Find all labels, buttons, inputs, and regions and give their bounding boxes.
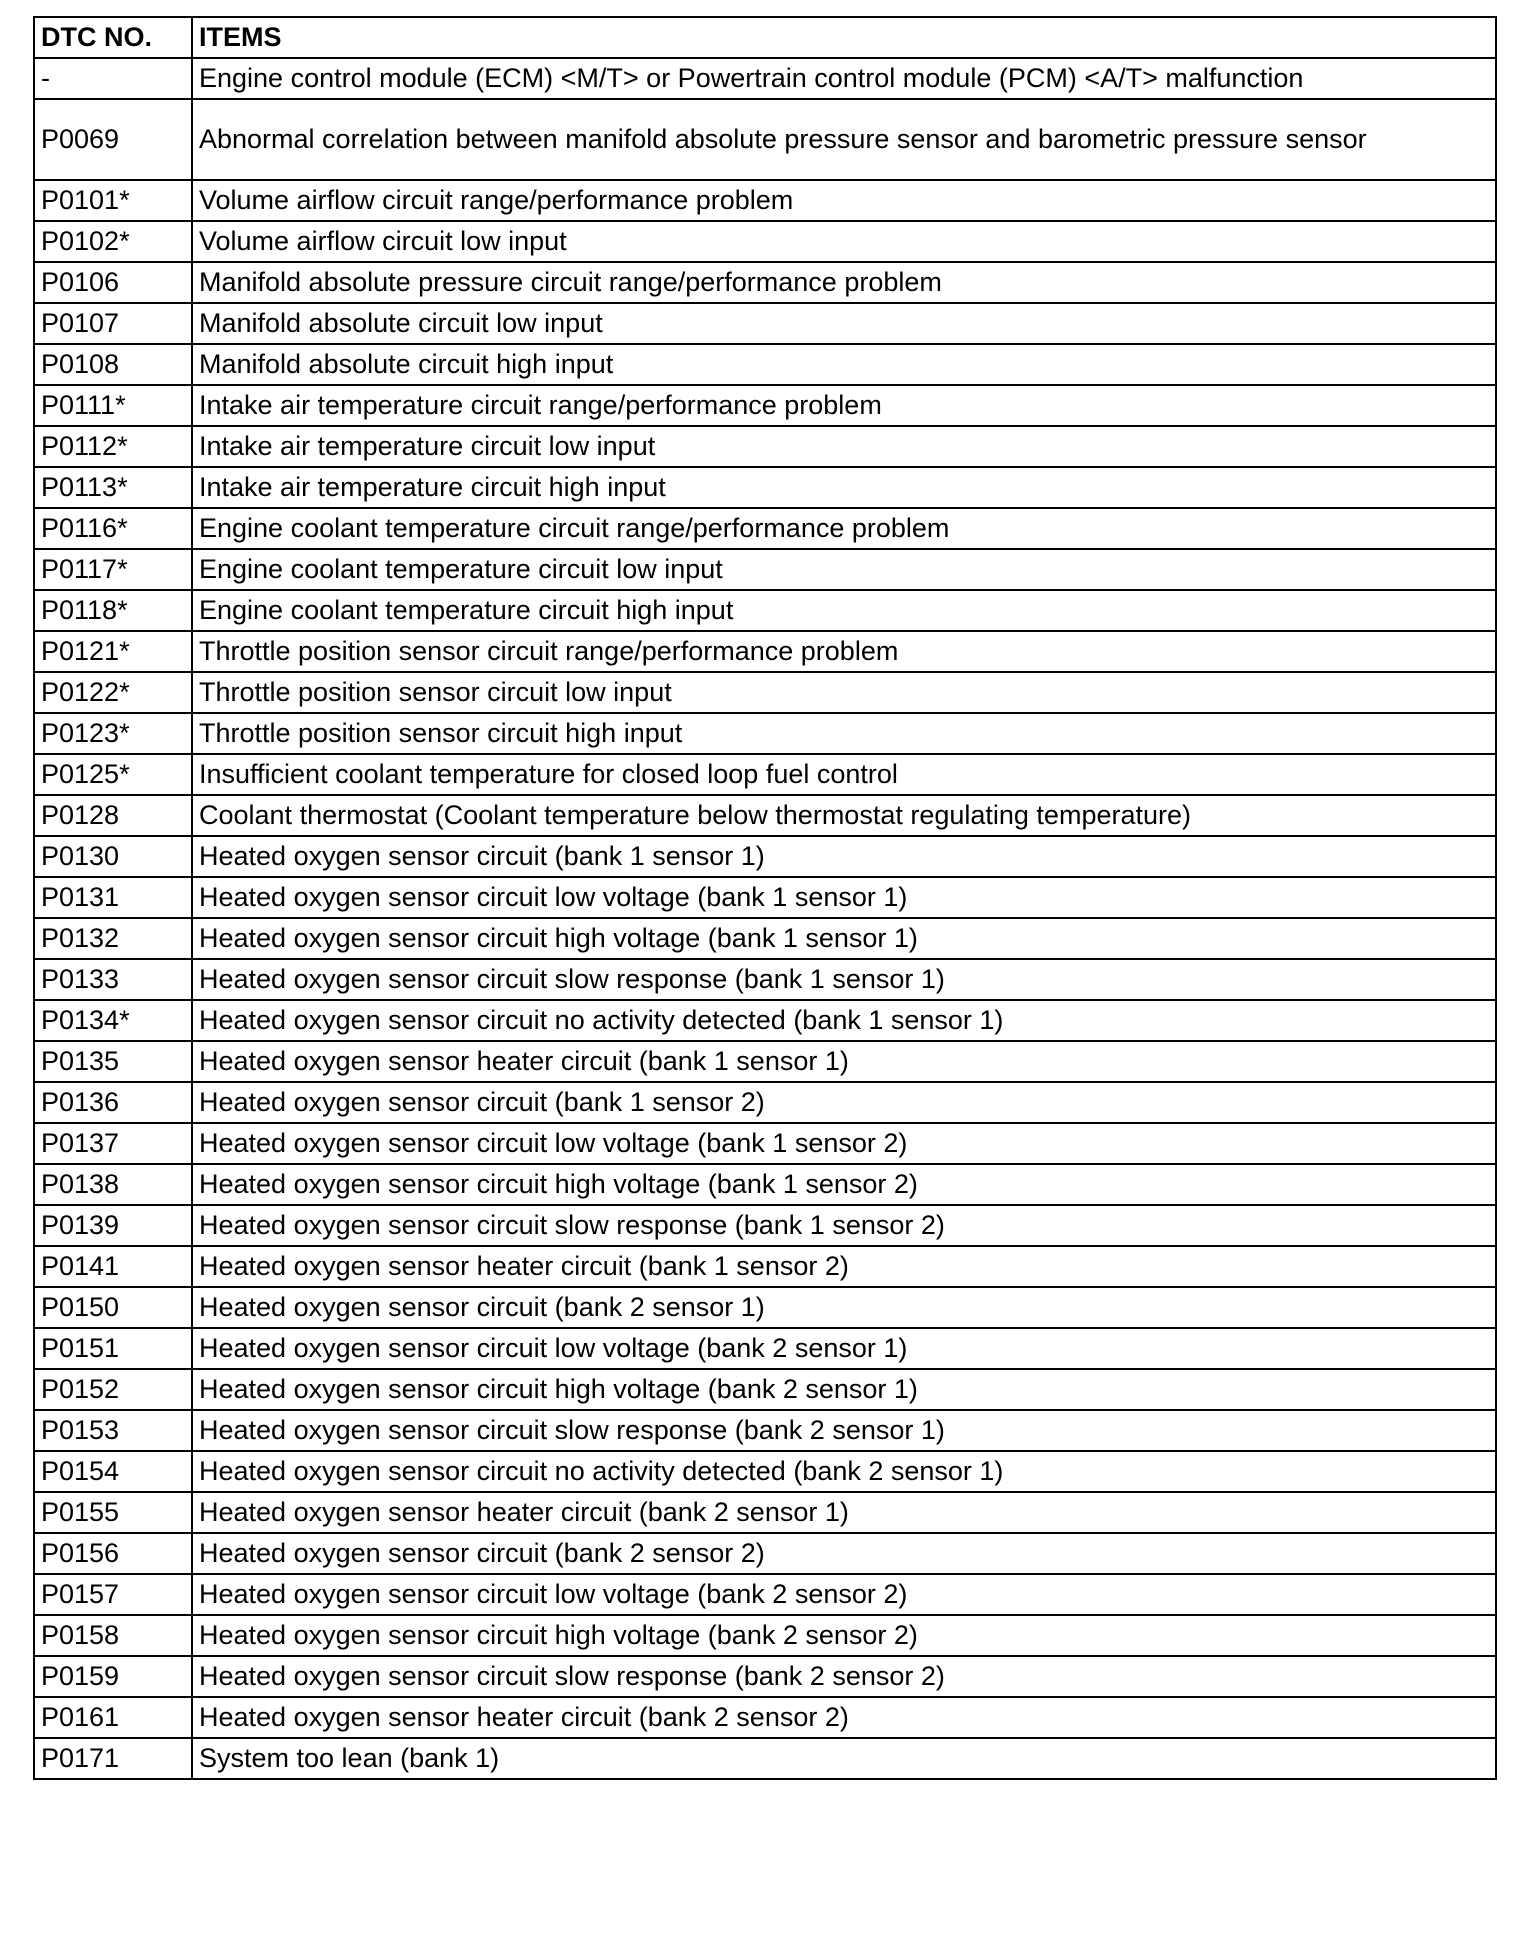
dtc-item-cell: Heated oxygen sensor circuit low voltage (bank 1 sensor 2) xyxy=(192,1123,1496,1164)
dtc-item-cell: Throttle position sensor circuit low input xyxy=(192,672,1496,713)
dtc-code-cell: P0137 xyxy=(34,1123,192,1164)
dtc-code-cell: P0139 xyxy=(34,1205,192,1246)
dtc-code-cell: P0106 xyxy=(34,262,192,303)
dtc-item-cell: Heated oxygen sensor heater circuit (bank 1 sensor 2) xyxy=(192,1246,1496,1287)
dtc-code-cell: P0111* xyxy=(34,385,192,426)
dtc-code-cell: - xyxy=(34,58,192,99)
dtc-code-cell: P0125* xyxy=(34,754,192,795)
table-row xyxy=(34,180,1496,221)
dtc-code-cell: P0150 xyxy=(34,1287,192,1328)
table-row xyxy=(34,303,1496,344)
table-row xyxy=(34,1328,1496,1369)
dtc-code-cell: P0116* xyxy=(34,508,192,549)
dtc-code-cell: P0131 xyxy=(34,877,192,918)
dtc-item-cell: Abnormal correlation between manifold absolute pressure sensor and barometric pressure sensor xyxy=(192,99,1496,180)
dtc-code-cell: P0157 xyxy=(34,1574,192,1615)
dtc-item-cell: System too lean (bank 1) xyxy=(192,1738,1496,1779)
table-row xyxy=(34,1205,1496,1246)
table-row xyxy=(34,1000,1496,1041)
table-row xyxy=(34,1082,1496,1123)
table-body xyxy=(34,58,1496,1779)
table-row xyxy=(34,58,1496,99)
dtc-code-cell: P0069 xyxy=(34,99,192,180)
header-row xyxy=(34,17,1496,58)
table-row xyxy=(34,1287,1496,1328)
dtc-item-cell: Engine coolant temperature circuit high input xyxy=(192,590,1496,631)
dtc-code-cell: P0136 xyxy=(34,1082,192,1123)
dtc-item-cell: Heated oxygen sensor circuit high voltage (bank 2 sensor 2) xyxy=(192,1615,1496,1656)
dtc-code-cell: P0117* xyxy=(34,549,192,590)
table-header xyxy=(34,17,1496,58)
table-row xyxy=(34,754,1496,795)
dtc-code-cell: P0123* xyxy=(34,713,192,754)
dtc-item-cell: Heated oxygen sensor circuit high voltage (bank 2 sensor 1) xyxy=(192,1369,1496,1410)
dtc-code-cell: P0159 xyxy=(34,1656,192,1697)
table-row xyxy=(34,1738,1496,1779)
dtc-item-cell: Heated oxygen sensor heater circuit (bank 2 sensor 1) xyxy=(192,1492,1496,1533)
dtc-item-cell: Manifold absolute circuit low input xyxy=(192,303,1496,344)
dtc-code-cell: P0121* xyxy=(34,631,192,672)
table-row xyxy=(34,508,1496,549)
dtc-code-cell: P0128 xyxy=(34,795,192,836)
dtc-code-cell: P0112* xyxy=(34,426,192,467)
dtc-code-cell: P0113* xyxy=(34,467,192,508)
table-row xyxy=(34,672,1496,713)
table-row xyxy=(34,221,1496,262)
dtc-code-cell: P0118* xyxy=(34,590,192,631)
table-row xyxy=(34,1123,1496,1164)
dtc-item-cell: Heated oxygen sensor circuit low voltage (bank 1 sensor 1) xyxy=(192,877,1496,918)
dtc-item-cell: Heated oxygen sensor circuit slow response (bank 2 sensor 1) xyxy=(192,1410,1496,1451)
table-row xyxy=(34,1410,1496,1451)
table-row xyxy=(34,1369,1496,1410)
table-row xyxy=(34,959,1496,1000)
table-row xyxy=(34,1656,1496,1697)
dtc-code-cell: P0101* xyxy=(34,180,192,221)
dtc-item-cell: Heated oxygen sensor circuit (bank 1 sensor 2) xyxy=(192,1082,1496,1123)
dtc-item-cell: Heated oxygen sensor circuit low voltage (bank 2 sensor 1) xyxy=(192,1328,1496,1369)
dtc-code-cell: P0130 xyxy=(34,836,192,877)
dtc-item-cell: Engine coolant temperature circuit range/performance problem xyxy=(192,508,1496,549)
dtc-item-cell: Engine control module (ECM) <M/T> or Powertrain control module (PCM) <A/T> malfunction xyxy=(192,58,1496,99)
table-row xyxy=(34,795,1496,836)
dtc-item-cell: Heated oxygen sensor circuit (bank 2 sensor 2) xyxy=(192,1533,1496,1574)
dtc-item-cell: Intake air temperature circuit range/performance problem xyxy=(192,385,1496,426)
dtc-item-cell: Manifold absolute circuit high input xyxy=(192,344,1496,385)
dtc-code-cell: P0156 xyxy=(34,1533,192,1574)
dtc-item-cell: Heated oxygen sensor circuit low voltage (bank 2 sensor 2) xyxy=(192,1574,1496,1615)
dtc-code-cell: P0122* xyxy=(34,672,192,713)
table-row xyxy=(34,426,1496,467)
table-row xyxy=(34,590,1496,631)
dtc-code-cell: P0107 xyxy=(34,303,192,344)
dtc-code-cell: P0102* xyxy=(34,221,192,262)
dtc-code-cell: P0108 xyxy=(34,344,192,385)
dtc-code-cell: P0158 xyxy=(34,1615,192,1656)
table-row xyxy=(34,877,1496,918)
dtc-code-cell: P0141 xyxy=(34,1246,192,1287)
dtc-item-cell: Heated oxygen sensor heater circuit (bank 1 sensor 1) xyxy=(192,1041,1496,1082)
dtc-code-cell: P0161 xyxy=(34,1697,192,1738)
dtc-item-cell: Engine coolant temperature circuit low input xyxy=(192,549,1496,590)
dtc-code-cell: P0155 xyxy=(34,1492,192,1533)
column-header-items: ITEMS xyxy=(192,17,1496,58)
dtc-item-cell: Heated oxygen sensor heater circuit (bank 2 sensor 2) xyxy=(192,1697,1496,1738)
table-row xyxy=(34,1246,1496,1287)
dtc-item-cell: Throttle position sensor circuit range/performance problem xyxy=(192,631,1496,672)
dtc-code-cell: P0133 xyxy=(34,959,192,1000)
table-row xyxy=(34,1533,1496,1574)
dtc-code-cell: P0151 xyxy=(34,1328,192,1369)
table-row xyxy=(34,99,1496,180)
dtc-code-cell: P0152 xyxy=(34,1369,192,1410)
dtc-item-cell: Intake air temperature circuit high input xyxy=(192,467,1496,508)
dtc-item-cell: Throttle position sensor circuit high input xyxy=(192,713,1496,754)
dtc-code-cell: P0132 xyxy=(34,918,192,959)
dtc-item-cell: Heated oxygen sensor circuit (bank 1 sensor 1) xyxy=(192,836,1496,877)
dtc-code-cell: P0135 xyxy=(34,1041,192,1082)
dtc-item-cell: Heated oxygen sensor circuit slow response (bank 2 sensor 2) xyxy=(192,1656,1496,1697)
dtc-item-cell: Heated oxygen sensor circuit slow response (bank 1 sensor 2) xyxy=(192,1205,1496,1246)
dtc-item-cell: Heated oxygen sensor circuit high voltage (bank 1 sensor 1) xyxy=(192,918,1496,959)
table-row xyxy=(34,549,1496,590)
table-row xyxy=(34,1697,1496,1738)
dtc-code-cell: P0153 xyxy=(34,1410,192,1451)
dtc-item-cell: Heated oxygen sensor circuit no activity detected (bank 2 sensor 1) xyxy=(192,1451,1496,1492)
table-row xyxy=(34,385,1496,426)
table-row xyxy=(34,344,1496,385)
dtc-item-cell: Heated oxygen sensor circuit high voltage (bank 1 sensor 2) xyxy=(192,1164,1496,1205)
dtc-code-cell: P0154 xyxy=(34,1451,192,1492)
dtc-table xyxy=(33,16,1497,1780)
dtc-item-cell: Coolant thermostat (Coolant temperature below thermostat regulating temperature) xyxy=(192,795,1496,836)
table-row xyxy=(34,262,1496,303)
table-row xyxy=(34,1492,1496,1533)
table-row xyxy=(34,836,1496,877)
dtc-code-cell: P0138 xyxy=(34,1164,192,1205)
dtc-item-cell: Manifold absolute pressure circuit range/performance problem xyxy=(192,262,1496,303)
dtc-item-cell: Intake air temperature circuit low input xyxy=(192,426,1496,467)
dtc-item-cell: Volume airflow circuit low input xyxy=(192,221,1496,262)
dtc-item-cell: Heated oxygen sensor circuit slow response (bank 1 sensor 1) xyxy=(192,959,1496,1000)
table-row xyxy=(34,1041,1496,1082)
table-row xyxy=(34,1451,1496,1492)
dtc-item-cell: Insufficient coolant temperature for closed loop fuel control xyxy=(192,754,1496,795)
column-header-dtc-no: DTC NO. xyxy=(34,17,192,58)
table-row xyxy=(34,1574,1496,1615)
dtc-item-cell: Heated oxygen sensor circuit no activity detected (bank 1 sensor 1) xyxy=(192,1000,1496,1041)
table-row xyxy=(34,467,1496,508)
table-row xyxy=(34,713,1496,754)
dtc-code-cell: P0134* xyxy=(34,1000,192,1041)
dtc-item-cell: Volume airflow circuit range/performance problem xyxy=(192,180,1496,221)
table-row xyxy=(34,1615,1496,1656)
table-row xyxy=(34,918,1496,959)
table-row xyxy=(34,631,1496,672)
dtc-item-cell: Heated oxygen sensor circuit (bank 2 sensor 1) xyxy=(192,1287,1496,1328)
dtc-code-cell: P0171 xyxy=(34,1738,192,1779)
table-row xyxy=(34,1164,1496,1205)
